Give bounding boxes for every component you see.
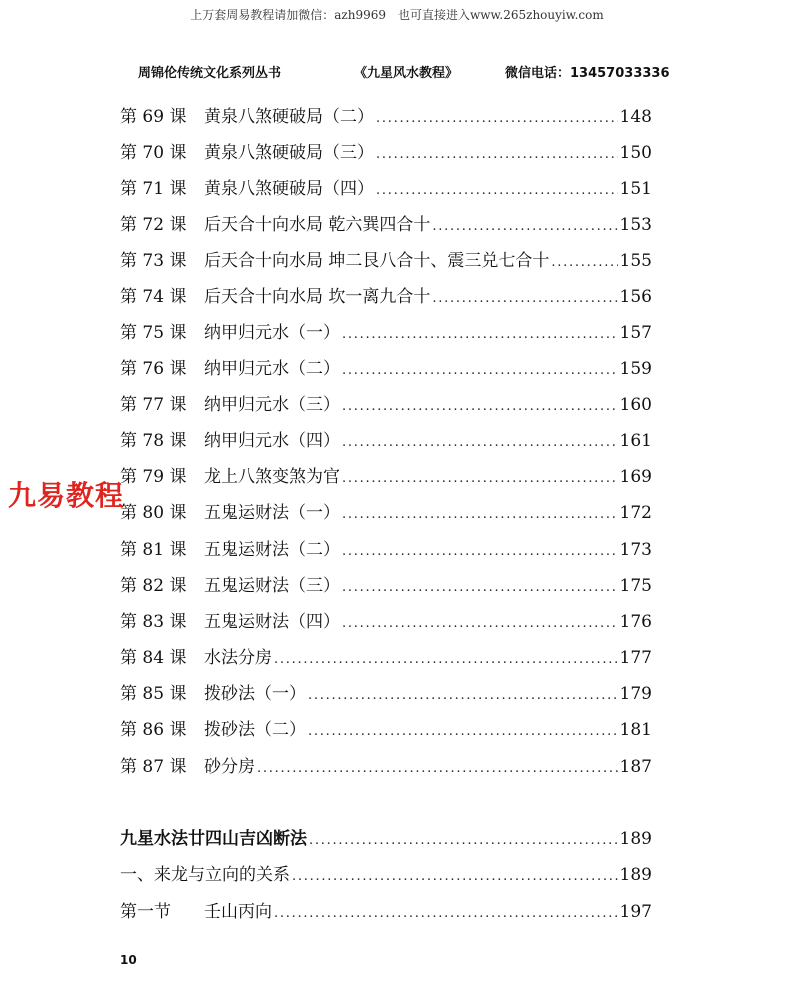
dot-leader — [376, 142, 618, 164]
lesson-number: 第 76 课 — [120, 359, 187, 379]
lesson-title: 纳甲归元水（一） — [204, 323, 340, 343]
toc-section-heading[interactable] — [120, 826, 652, 850]
page-ref: 169 — [619, 467, 652, 487]
lesson-number: 第 80 课 — [120, 503, 187, 523]
page-ref: 181 — [619, 720, 652, 740]
lesson-number: 第 79 课 — [120, 467, 187, 487]
toc-entry-70[interactable] — [120, 140, 652, 164]
dot-leader — [308, 719, 618, 741]
toc-entry-85[interactable] — [120, 681, 652, 705]
page-ref: 153 — [619, 215, 652, 235]
lesson-title: 五鬼运财法（三） — [204, 576, 340, 596]
page-ref: 189 — [619, 865, 652, 885]
lesson-number: 第 69 课 — [120, 107, 187, 127]
lesson-title: 黄泉八煞硬破局（二） — [204, 107, 374, 127]
page-ref: 151 — [619, 179, 652, 199]
dot-leader — [376, 178, 618, 200]
toc-node-entry[interactable] — [120, 899, 652, 923]
dot-leader — [274, 647, 618, 669]
dot-leader — [257, 756, 618, 778]
lesson-title: 砂分房 — [204, 757, 255, 777]
dot-leader — [376, 106, 618, 128]
page-ref: 179 — [619, 684, 652, 704]
lesson-number: 第 71 课 — [120, 179, 187, 199]
dot-leader — [342, 539, 618, 561]
dot-leader — [308, 683, 618, 705]
page-ref: 159 — [619, 359, 652, 379]
lesson-title: 后天合十向水局 坤二艮八合十、震三兑七合十 — [204, 251, 550, 271]
lesson-number: 第 74 课 — [120, 287, 187, 307]
dot-leader — [342, 502, 618, 524]
toc-entry-69[interactable] — [120, 104, 652, 128]
series-title: 周锦伦传统文化系列丛书 — [138, 66, 282, 81]
toc-entry-73[interactable] — [120, 248, 652, 272]
book-title: 《九星风水教程》 — [354, 66, 459, 81]
toc-entry-81[interactable] — [120, 537, 652, 561]
lesson-title: 拨砂法（一） — [204, 684, 306, 704]
toc-entry-77[interactable] — [120, 392, 652, 416]
lesson-title: 纳甲归元水（三） — [204, 395, 340, 415]
lesson-number: 第 75 课 — [120, 323, 187, 343]
section-title: 九星水法廿四山吉凶断法 — [120, 829, 307, 849]
toc-entry-84[interactable] — [120, 645, 652, 669]
page-ref: 157 — [619, 323, 652, 343]
dot-leader — [551, 250, 617, 272]
lesson-number: 第 84 课 — [120, 648, 187, 668]
page-ref: 197 — [619, 902, 652, 922]
lesson-title: 后天合十向水局 坎一离九合十 — [204, 287, 431, 307]
toc-subsection[interactable] — [120, 862, 652, 886]
page-ref: 173 — [619, 540, 652, 560]
lesson-number: 第 83 课 — [120, 612, 187, 632]
toc-entry-72[interactable] — [120, 212, 652, 236]
page-ref: 155 — [619, 251, 652, 271]
toc-entry-82[interactable] — [120, 573, 652, 597]
lesson-number: 第 72 课 — [120, 215, 187, 235]
dot-leader — [342, 466, 618, 488]
page-ref: 150 — [619, 143, 652, 163]
toc-entry-83[interactable] — [120, 609, 652, 633]
lesson-title: 黄泉八煞硬破局（四） — [204, 179, 374, 199]
top-banner: 上万套周易教程请加微信：azh9969 也可直接进入www.265zhouyiw.com — [190, 8, 604, 22]
running-header — [0, 62, 794, 82]
toc-entry-79[interactable] — [120, 464, 652, 488]
lesson-number: 第 70 课 — [120, 143, 187, 163]
page-ref: 187 — [619, 757, 652, 777]
dot-leader — [309, 828, 618, 850]
toc-entry-86[interactable] — [120, 717, 652, 741]
dot-leader — [342, 394, 618, 416]
dot-leader — [292, 864, 618, 886]
lesson-number: 第 81 课 — [120, 540, 187, 560]
dot-leader — [342, 430, 618, 452]
lesson-title: 黄泉八煞硬破局（三） — [204, 143, 374, 163]
contact-info: 微信电话：13457033336 — [505, 66, 670, 81]
page-ref: 172 — [619, 503, 652, 523]
page-ref: 176 — [619, 612, 652, 632]
dot-leader — [432, 286, 617, 308]
dot-leader — [342, 358, 618, 380]
page-ref: 156 — [619, 287, 652, 307]
lesson-number: 第 86 课 — [120, 720, 187, 740]
dot-leader — [342, 611, 618, 633]
page-ref: 175 — [619, 576, 652, 596]
toc-entry-74[interactable] — [120, 284, 652, 308]
lesson-number: 第 77 课 — [120, 395, 187, 415]
lesson-number: 第 78 课 — [120, 431, 187, 451]
dot-leader — [342, 322, 618, 344]
page-ref: 161 — [619, 431, 652, 451]
toc-entry-76[interactable] — [120, 356, 652, 380]
lesson-title: 后天合十向水局 乾六巽四合十 — [204, 215, 431, 235]
lesson-title: 五鬼运财法（二） — [204, 540, 340, 560]
watermark-logo: 九易教程 — [8, 479, 125, 512]
toc-entry-80[interactable] — [120, 500, 652, 524]
subsection-title: 一、来龙与立向的关系 — [120, 865, 290, 885]
page-number: 10 — [120, 953, 137, 967]
dot-leader — [342, 575, 618, 597]
toc-entry-78[interactable] — [120, 428, 652, 452]
lesson-number: 第 87 课 — [120, 757, 187, 777]
lesson-title: 纳甲归元水（四） — [204, 431, 340, 451]
lesson-title: 纳甲归元水（二） — [204, 359, 340, 379]
lesson-title: 五鬼运财法（四） — [204, 612, 340, 632]
node-number: 第一节 — [120, 902, 171, 922]
page-ref: 160 — [619, 395, 652, 415]
lesson-title: 水法分房 — [204, 648, 272, 668]
node-title: 壬山丙向 — [204, 902, 272, 922]
page-ref: 189 — [619, 829, 652, 849]
toc-entry-75[interactable] — [120, 320, 652, 344]
lesson-title: 龙上八煞变煞为官 — [204, 467, 340, 487]
toc-entry-87[interactable] — [120, 754, 652, 778]
page-ref: 177 — [619, 648, 652, 668]
lesson-title: 拨砂法（二） — [204, 720, 306, 740]
lesson-number: 第 85 课 — [120, 684, 187, 704]
toc-entry-71[interactable] — [120, 176, 652, 200]
lesson-number: 第 73 课 — [120, 251, 187, 271]
lesson-number: 第 82 课 — [120, 576, 187, 596]
dot-leader — [274, 901, 618, 923]
dot-leader — [432, 214, 617, 236]
page-ref: 148 — [619, 107, 652, 127]
lesson-title: 五鬼运财法（一） — [204, 503, 340, 523]
